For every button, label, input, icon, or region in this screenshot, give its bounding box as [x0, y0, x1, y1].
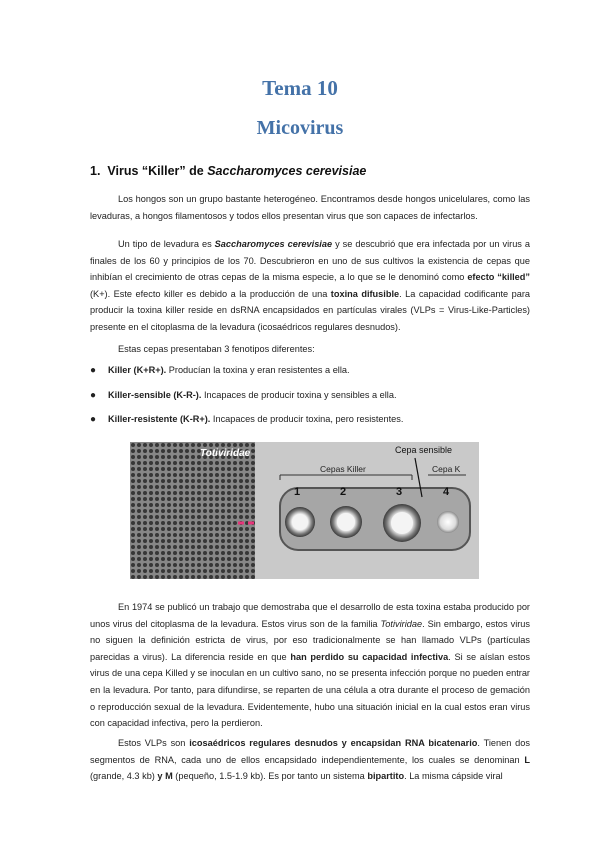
bullet-icon: ●	[90, 390, 97, 401]
p2-toxina-difusible: toxina difusible	[330, 288, 400, 299]
cepa-sensible-label: Cepa sensible	[395, 445, 453, 455]
p4-family: Totiviridae	[380, 618, 423, 629]
section-heading-text: Virus “Killer” de	[107, 164, 208, 178]
section-heading-species: Saccharomyces cerevisiae	[207, 164, 367, 178]
list-item-text: Producían la toxina y eran resistentes a ella.	[166, 365, 350, 375]
p5-text-1: Estos VLPs son	[118, 738, 190, 748]
p5-segment-l: L	[524, 754, 530, 765]
paragraph-vlps	[90, 735, 530, 785]
p2-efecto-killed: efecto “killed”	[467, 272, 530, 283]
p5-text-2: . Tienen dos segmentos de RNA, cada uno de ellos encapsidado independientemente, los cuales se denominan	[90, 738, 530, 765]
list-item-term: Killer (K+R+).	[108, 365, 167, 375]
list-item-term: Killer-resistente (K-R+).	[108, 414, 211, 424]
killer-figure-image	[130, 442, 479, 579]
colony-1-center	[292, 514, 308, 530]
p4-text-3: . Si se aíslan estos virus de una cepa Killed y se inoculan en un cultivo sano, no se presenta infección porque no pueden entrar en la levadura. Por tanto, para difundirse, se reparten de una célula a otra durante el proceso de gemación o reproducción sexual de la levadura. Evidentemente, hubo una situación inicial en la cual estos eran virus con capacidad infectiva, pero la perdieron.	[90, 651, 530, 729]
list-item-term: Killer-sensible (K-R-).	[108, 390, 202, 400]
paragraph-history	[90, 599, 530, 732]
section-number: 1.	[90, 164, 101, 178]
cepa-k-label: Cepa K	[432, 464, 461, 474]
colony-2-center	[337, 513, 355, 531]
micrograph-shade	[130, 442, 255, 579]
list-item-text: Incapaces de producir toxina y sensibles a ella.	[201, 390, 397, 400]
p2-species: Saccharomyces cerevisiae	[214, 239, 333, 249]
colony-3-center	[391, 512, 413, 534]
paragraph-phenotypes-text: Estas cepas presentaban 3 fenotipos diferentes:	[118, 344, 315, 354]
p5-segment-m: y M	[157, 771, 173, 782]
well-number-4: 4	[443, 486, 450, 498]
paragraph-phenotypes	[90, 341, 530, 358]
well-number-3: 3	[396, 486, 403, 498]
p2-text-1: Un tipo de levadura es	[118, 239, 215, 249]
well-number-1: 1	[294, 486, 301, 498]
p4-text-2: . Sin embargo, estos virus no siguen la definición estricta de virus, por eso tradicionalmente se han llamado VLPs (partículas parecidas a virus). La diferencia reside en que	[90, 618, 531, 662]
killer-figure	[130, 442, 479, 579]
p2-text-4: . La capacidad codificante para producir la toxina killer reside en dsRNA encapsidados en partículas virales (VLPs = Virus-Like-Particles) presente en el citoplasma de la levadura (icosaédricos regulares desnudos).	[90, 288, 530, 332]
p4-lost-infectivity: han perdido su capacidad infectiva	[290, 651, 449, 662]
bullet-icon: ●	[90, 365, 97, 376]
chapter-subtitle: Micovirus	[256, 117, 344, 139]
p5-icosahedral: icosaédricos regulares desnudos y encapsidan RNA bicatenario	[189, 738, 478, 748]
bullet-icon: ●	[90, 414, 97, 425]
paragraph-intro	[90, 191, 530, 224]
p2-text-3: (K+). Este efecto killer es debido a la producción de una	[90, 288, 331, 299]
p5-text-4: (pequeño, 1.5-1.9 kb). Es por tanto un sistema	[172, 771, 368, 782]
colony-4	[437, 511, 459, 533]
p4-text-1: En 1974 se publicó un trabajo que demostraba que el desarrollo de esta toxina estaba producido por unos virus del citoplasma de la levadura. Estos virus son de la familia	[90, 602, 530, 629]
cepas-killer-label: Cepas Killer	[320, 464, 366, 474]
p5-text-3: (grande, 4.3 kb)	[90, 771, 158, 782]
well-number-2: 2	[340, 486, 347, 498]
p5-bipartito: bipartito	[367, 771, 405, 782]
paragraph-killer-effect	[90, 236, 530, 336]
p2-text-2: y se descubrió que era infectada por un virus a finales de los 60 y principios de los 70. Descubrieron en uno de sus cultivos la existencia de cepas que inhibían el crecimiento de otras cepas de la misma especie, a lo que se le denominó como	[90, 239, 531, 283]
chapter-title: Tema 10	[262, 76, 338, 100]
section-heading	[90, 164, 366, 178]
totiviridae-label: Totiviridae	[200, 448, 251, 459]
p5-text-5: . La misma cápside viral	[404, 771, 503, 782]
list-item-text: Incapaces de producir toxina, pero resistentes.	[210, 414, 404, 424]
paragraph-intro-text: Los hongos son un grupo bastante heterogéneo. Encontramos desde hongos unicelulares, como las levaduras, a hongos filamentosos y todos ellos presentan virus que son capaces de infectarlos.	[90, 194, 530, 221]
